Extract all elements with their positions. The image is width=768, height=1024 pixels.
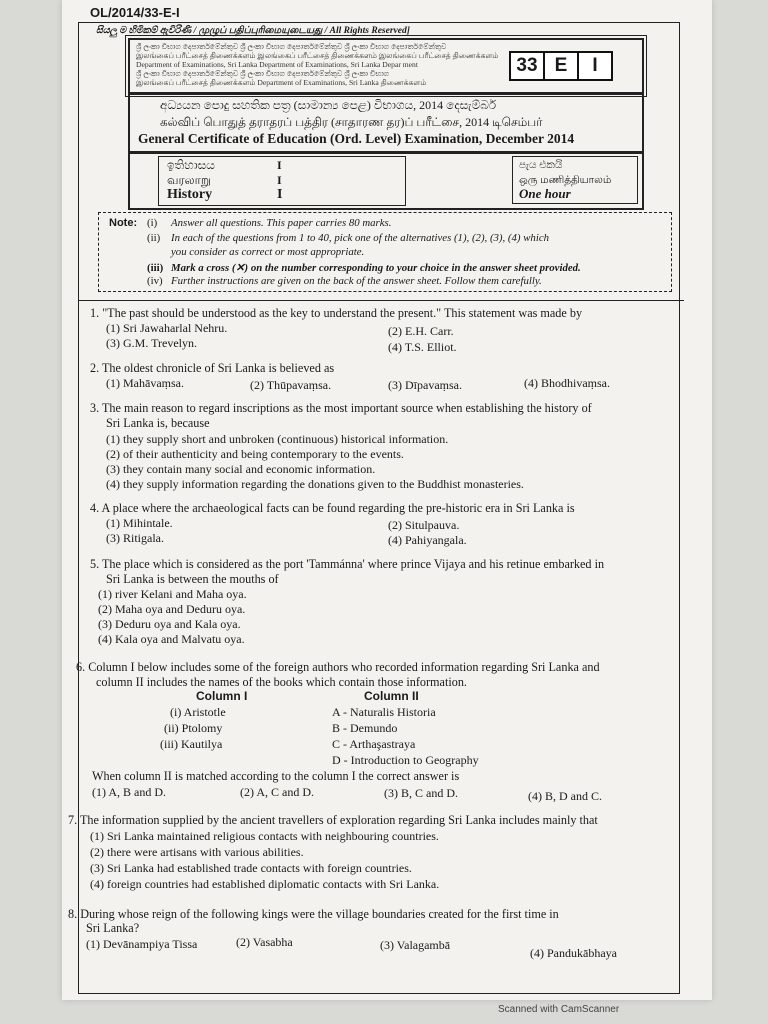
question-7-stem: 7. The information supplied by the ancient travellers of exploration regarding Sri Lanka includes mainly that bbox=[68, 813, 598, 827]
column-2-item: B - Demundo bbox=[332, 721, 398, 735]
note-item bbox=[147, 246, 364, 258]
question-1-option-3: (3) G.M. Trevelyn. bbox=[106, 336, 198, 350]
question-6-option-3: (3) B, C and D. bbox=[384, 786, 458, 800]
duration-sinhala: පැය එකයි bbox=[519, 160, 563, 171]
subject-sinhala-row bbox=[167, 158, 282, 173]
question-5-option-2: (2) Maha oya and Deduru oya. bbox=[98, 602, 246, 616]
note-label: Note: bbox=[109, 217, 138, 229]
column-2-heading: Column II bbox=[364, 689, 419, 703]
column-2-item: C - Arthaşastraya bbox=[332, 737, 416, 751]
subject-english-row bbox=[167, 187, 283, 203]
column-1-item: (i) Aristotle bbox=[170, 705, 226, 719]
exam-title-box bbox=[128, 93, 644, 153]
rights-reserved: සියලු ම හිමිකම් ඇවිරිණි / முழுப் பதிப்புரிமையுடையது / All Rights Reserved] bbox=[96, 26, 410, 36]
question-6-option-1: (1) A, B and D. bbox=[92, 785, 166, 799]
question-5-stem: 5. The place which is considered as the port 'Tammánna' where prince Vijaya and his retinue embarked in bbox=[90, 557, 605, 571]
question-3-stem-cont: Sri Lanka is, because bbox=[106, 416, 210, 430]
note-index: (ii) bbox=[147, 232, 161, 244]
question-6-option-2: (2) A, C and D. bbox=[240, 785, 314, 799]
instructions-note bbox=[98, 212, 672, 292]
exam-title-tamil: கல்விப் பொதுத் தராதரப் பத்திர (சாதாரண தர)ப் பரீட்சை, 2014 டிசெம்பர் bbox=[160, 115, 543, 129]
note-text: you consider as correct or most appropriate. bbox=[171, 246, 365, 258]
question-5-option-1: (1) river Kelani and Maha oya. bbox=[98, 587, 247, 601]
question-6-option-4: (4) B, D and C. bbox=[528, 789, 602, 803]
question-4-option-3: (3) Ritigala. bbox=[106, 531, 164, 545]
note-text: Answer all questions. This paper carries 80 marks. bbox=[171, 217, 392, 229]
paper-number: I bbox=[277, 158, 282, 172]
badge-paper: I bbox=[592, 55, 598, 76]
scanner-watermark: Scanned with CamScanner bbox=[498, 1004, 620, 1015]
question-3-stem: 3. The main reason to regard inscriptions as the most important source when establishing the history of bbox=[90, 401, 592, 415]
question-3-option-4: (4) they supply information regarding the donations given to the Buddhist monasteries. bbox=[106, 477, 524, 491]
question-1-option-2: (2) E.H. Carr. bbox=[388, 324, 454, 338]
note-text: Mark a cross (✕) on the number corresponding to your choice in the answer sheet provided. bbox=[171, 262, 581, 274]
question-4-option-2: (2) Situlpauva. bbox=[388, 518, 460, 532]
paper-code-badge bbox=[509, 51, 613, 81]
question-6-stem-cont: column II includes the names of the books which contain those information. bbox=[96, 675, 467, 689]
badge-subject-number: 33 bbox=[511, 53, 545, 79]
duration-english: One hour bbox=[519, 186, 571, 201]
question-1-option-1: (1) Sri Jawaharlal Nehru. bbox=[106, 321, 228, 335]
column-1-heading: Column I bbox=[196, 689, 248, 703]
exam-title-english: General Certificate of Education (Ord. Level) Examination, December 2014 bbox=[138, 131, 575, 146]
note-item bbox=[147, 232, 549, 244]
badge-medium: E bbox=[545, 53, 579, 79]
column-1-item: (ii) Ptolomy bbox=[164, 721, 223, 735]
column-2-item: A - Naturalis Historia bbox=[332, 705, 436, 719]
question-5-stem-cont: Sri Lanka is between the mouths of bbox=[106, 572, 279, 586]
subject-tamil: வரலாறு bbox=[167, 173, 211, 187]
question-3-option-2: (2) of their authenticity and being contemporary to the events. bbox=[106, 447, 404, 461]
duration-tamil: ஒரு மணித்தியாலம் bbox=[519, 175, 612, 186]
paper-code: OL/2014/33-E-I bbox=[90, 5, 180, 20]
dept-line: Department of Examinations, Sri Lanka Department of Examinations, Sri Lanka Depar ment bbox=[136, 60, 418, 69]
question-2-option-2: (2) Thūpavaṃsa. bbox=[250, 378, 332, 392]
dept-line: இலங்கைப் பரீட்சைத் திணைக்களம் Department of Examinations, Sri Lanka திணைக்களம் bbox=[136, 78, 427, 87]
question-8-stem-cont: Sri Lanka? bbox=[86, 921, 140, 935]
subject-box bbox=[128, 152, 644, 210]
question-8-option-2: (2) Vasabha bbox=[236, 935, 293, 949]
paper-number: I bbox=[277, 173, 282, 187]
question-2-option-4: (4) Bhodhivaṃsa. bbox=[524, 376, 610, 390]
note-item bbox=[147, 275, 542, 287]
question-6-stem: 6. Column I below includes some of the foreign authors who recorded information regarding Sri Lanka and bbox=[76, 660, 600, 674]
note-text: Further instructions are given on the back of the answer sheet. Follow them carefully. bbox=[171, 275, 542, 287]
note-item bbox=[147, 261, 581, 274]
question-4-stem: 4. A place where the archaeological facts can be found regarding the pre-historic era in Sri Lanka is bbox=[90, 501, 575, 515]
question-5-option-4: (4) Kala oya and Malvatu oya. bbox=[98, 632, 245, 646]
question-2-option-1: (1) Mahāvaṃsa. bbox=[106, 376, 184, 390]
question-1-stem: 1. "The past should be understood as the key to understand the present." This statement was made by bbox=[90, 306, 583, 320]
question-3-option-1: (1) they supply short and unbroken (continuous) historical information. bbox=[106, 432, 449, 446]
question-7-option-2: (2) there were artisans with various abilities. bbox=[90, 845, 304, 859]
duration-box bbox=[512, 156, 638, 204]
column-2-item: D - Introduction to Geography bbox=[332, 753, 479, 767]
question-5-option-3: (3) Deduru oya and Kala oya. bbox=[98, 617, 241, 631]
question-2-stem: 2. The oldest chronicle of Sri Lanka is believed as bbox=[90, 361, 335, 375]
section-divider bbox=[79, 300, 684, 301]
note-index: (iii) bbox=[147, 262, 164, 274]
column-1-item: (iii) Kautilya bbox=[160, 737, 223, 751]
dept-line: இலங்கைப் பரீட்சைத் திணைக்களம் இலங்கைப் பரீட்சைத் திணைக்களம் இலங்கைப் பரீட்சைத் திணைக்களம் bbox=[136, 51, 499, 60]
note-index: (i) bbox=[147, 217, 158, 229]
note-text: In each of the questions from 1 to 40, pick one of the alternatives (1), (2), (3), (4) which bbox=[171, 232, 550, 244]
question-7-option-1: (1) Sri Lanka maintained religious contacts with neighbouring countries. bbox=[90, 829, 439, 843]
note-index: (iv) bbox=[147, 275, 163, 287]
note-item bbox=[147, 217, 391, 229]
question-4-option-4: (4) Pahiyangala. bbox=[388, 533, 467, 547]
dept-line: ශ්‍රී ලංකා විභාග දෙපාර්තමේන්තුව ශ්‍රී ලංකා විභාග දෙපාර්තමේන්තුව ශ්‍රී ලංකා විභාග bbox=[136, 69, 390, 78]
question-8-stem: 8. During whose reign of the following kings were the village boundaries created for the first time in bbox=[68, 907, 559, 921]
question-7-option-3: (3) Sri Lanka had established trade contacts with foreign countries. bbox=[90, 861, 412, 875]
exam-title-sinhala: අධ්‍යයන පොදු සහතික පත්‍ර (සාමාන්‍ය පෙළ) විභාගය, 2014 දෙසැම්බර් bbox=[160, 98, 497, 112]
paper-number: I bbox=[277, 187, 283, 202]
question-8-option-4: (4) Pandukābhaya bbox=[530, 946, 617, 960]
question-4-option-1: (1) Mihintale. bbox=[106, 516, 173, 530]
question-2-option-3: (3) Dīpavaṃsa. bbox=[388, 378, 462, 392]
question-6-prompt: When column II is matched according to the column I the correct answer is bbox=[92, 769, 460, 783]
subject-english: History bbox=[167, 187, 213, 202]
question-7-option-4: (4) foreign countries had established diplomatic contacts with Sri Lanka. bbox=[90, 877, 440, 891]
question-8-option-3: (3) Valagambā bbox=[380, 938, 451, 952]
subject-sinhala: ඉතිහාසය bbox=[167, 158, 215, 172]
dept-line: ශ්‍රී ලංකා විභාග දෙපාර්තමේන්තුව ශ්‍රී ලංකා විභාග දෙපාර්තමේන්තුව ශ්‍රී ලංකා විභාග දෙපාර්තමේන්තුව bbox=[136, 42, 447, 51]
subject-name-box bbox=[158, 156, 406, 206]
question-1-option-4: (4) T.S. Elliot. bbox=[388, 340, 457, 354]
question-3-option-3: (3) they contain many social and economic information. bbox=[106, 462, 376, 476]
question-8-option-1: (1) Devānampiya Tissa bbox=[86, 937, 198, 951]
